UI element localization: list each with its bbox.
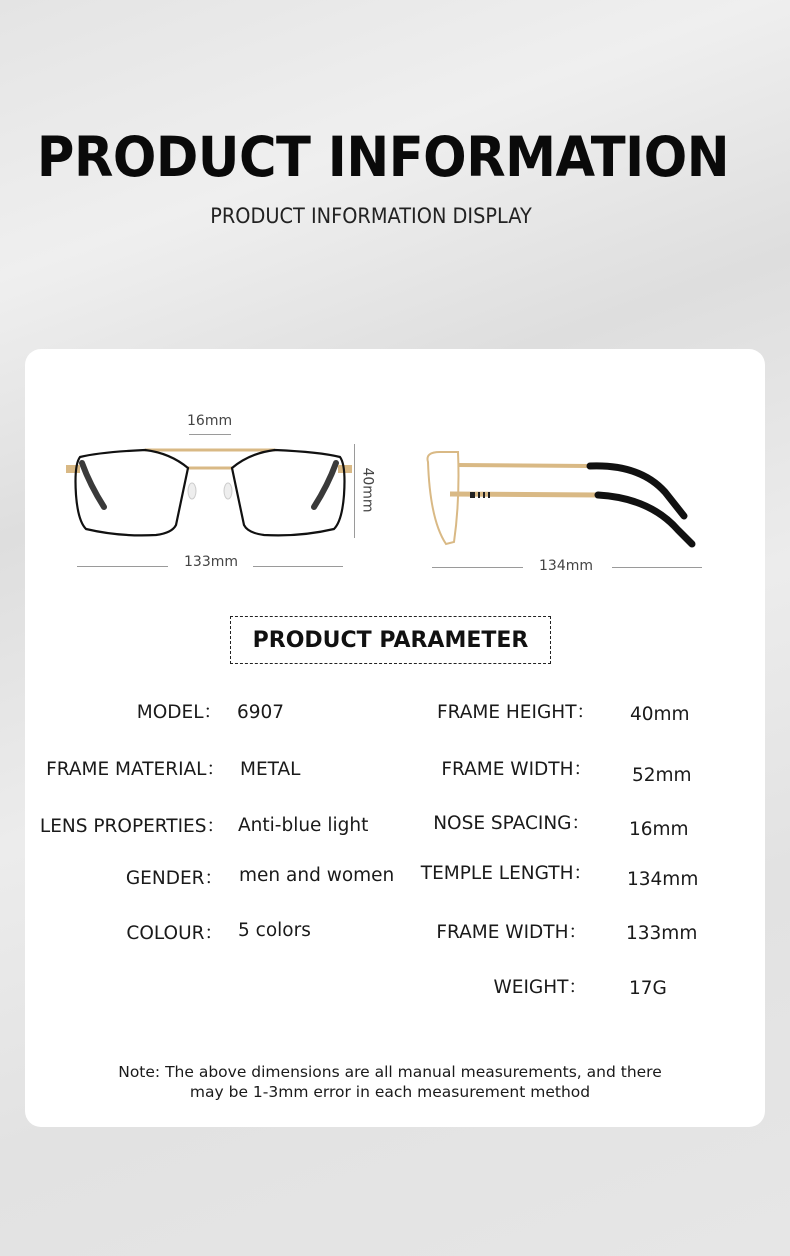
temple-length-label: 134mm [539, 558, 593, 574]
front-width-line-right [253, 566, 343, 567]
param-value-nose-spacing: 16mm [629, 819, 689, 840]
param-label-weight: WEIGHT： [493, 977, 587, 998]
measurement-note-line-2: may be 1-3mm error in each measurement method [189, 1083, 591, 1101]
param-label-lens-properties: LENS PROPERTIES： [39, 816, 225, 837]
measurement-note-line-1: Note: The above dimensions are all manual measurements, and there [118, 1063, 662, 1081]
height-dimension-line [354, 444, 355, 538]
param-value-lens-properties: Anti-blue light [238, 815, 369, 836]
param-value-frame-height: 40mm [630, 704, 690, 725]
param-value-model: 6907 [237, 702, 285, 723]
param-label-temple-length: TEMPLE LENGTH： [420, 863, 592, 884]
measurement-note [60, 1062, 720, 1102]
param-value-colour: 5 colors [238, 920, 311, 941]
param-value-weight: 17G [629, 978, 667, 999]
param-label-model: MODEL： [136, 702, 222, 723]
param-label-frame-width-total: FRAME WIDTH： [436, 922, 587, 943]
temple-length-line-left [432, 567, 523, 568]
glasses-front-view-image [60, 435, 360, 545]
param-value-frame-material: METAL [240, 759, 301, 780]
front-width-label: 133mm [184, 554, 238, 570]
param-label-gender: GENDER： [125, 868, 223, 889]
param-label-frame-width: FRAME WIDTH： [441, 759, 592, 780]
param-value-gender: men and women [239, 865, 395, 886]
param-label-frame-height: FRAME HEIGHT： [436, 702, 595, 723]
temple-length-line-right [612, 567, 702, 568]
param-value-temple-length: 134mm [627, 869, 699, 890]
bridge-dimension-label: 16mm [187, 413, 233, 429]
parameter-heading: PRODUCT PARAMETER [230, 616, 551, 664]
param-label-colour: COLOUR： [126, 923, 223, 944]
param-label-frame-material: FRAME MATERIAL： [46, 759, 225, 780]
param-label-nose-spacing: NOSE SPACING： [433, 813, 590, 834]
page-title: PRODUCT INFORMATION [36, 125, 730, 189]
page-subtitle: PRODUCT INFORMATION DISPLAY [210, 204, 532, 228]
front-width-line-left [77, 566, 168, 567]
param-value-frame-width-total: 133mm [626, 923, 698, 944]
glasses-side-view-image [420, 440, 710, 560]
height-dimension-label: 40mm [359, 467, 376, 513]
param-value-frame-width: 52mm [632, 765, 692, 786]
